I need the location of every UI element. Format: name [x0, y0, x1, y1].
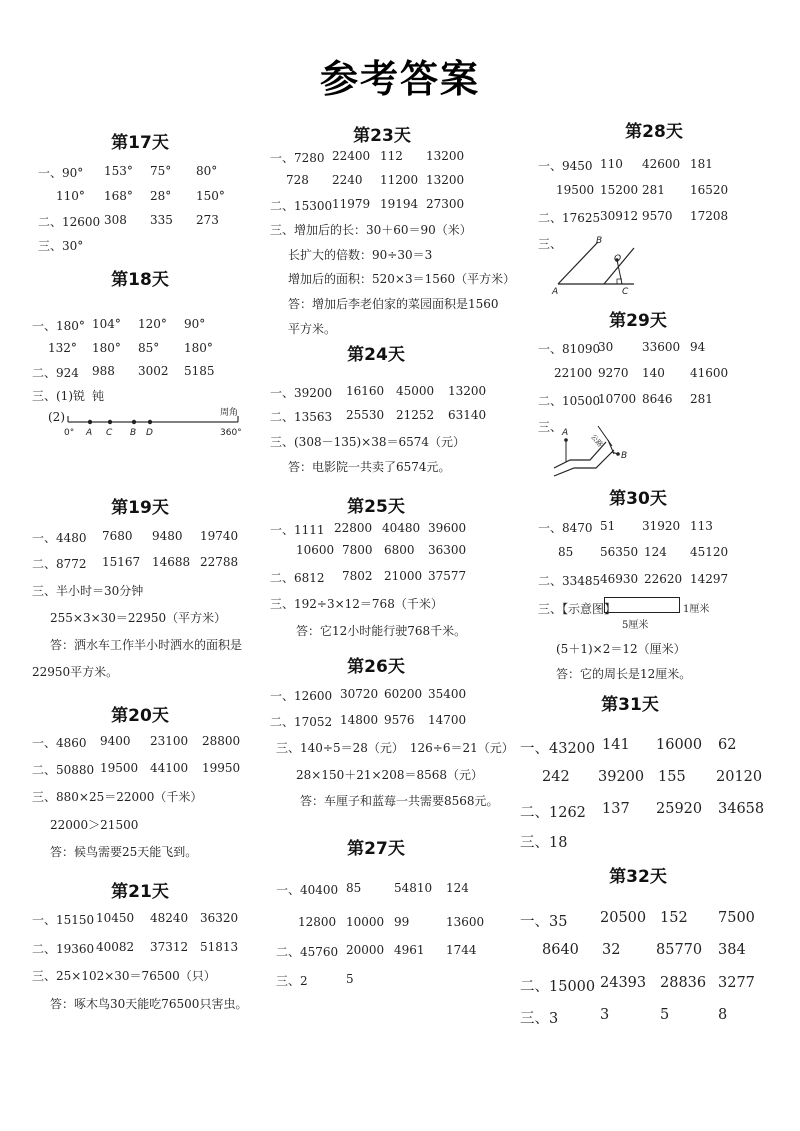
road-figure	[552, 420, 632, 478]
answer-cell: 39200	[598, 769, 645, 785]
answer-cell: 28800	[202, 734, 241, 748]
answer-cell: 40082	[96, 940, 135, 954]
answer-cell: 20000	[346, 943, 385, 957]
answer-cell: 7680	[102, 529, 133, 543]
answer-cell: 281	[642, 183, 665, 197]
parallel-lines-figure	[550, 234, 640, 296]
answer-cell: 二、8772	[32, 557, 87, 571]
answer-cell: 51	[600, 519, 616, 533]
answer-cell: 60200	[384, 687, 423, 701]
day19-row4: 255×3×30＝22950（平方米）	[50, 611, 227, 625]
answer-cell: 一、43200	[520, 741, 596, 757]
answer-cell: 13200	[426, 173, 465, 187]
answer-cell: 62	[718, 737, 737, 753]
day28-title: 第28天	[625, 122, 683, 142]
day29-title: 第29天	[609, 311, 667, 331]
answer-cell: 48240	[150, 911, 189, 925]
day24-title: 第24天	[347, 345, 405, 365]
day25-row4: 三、192÷3×12＝768（千米）	[270, 597, 443, 611]
answer-cell: 155	[658, 769, 686, 785]
answer-cell: 14688	[152, 555, 191, 569]
answer-cell: 120°	[138, 317, 167, 331]
day20-row4: 22000＞21500	[50, 818, 139, 832]
answer-cell: 一、90°	[38, 166, 84, 180]
answer-cell: 308	[104, 213, 127, 227]
answer-cell: 二、10500	[538, 394, 601, 408]
answer-cell: 3	[600, 1007, 610, 1023]
answer-cell: 11979	[332, 197, 371, 211]
answer-cell: 19500	[556, 183, 595, 197]
answer-cell: 9400	[100, 734, 131, 748]
answer-cell: 30	[598, 340, 614, 354]
answer-cell: 25530	[346, 408, 385, 422]
answer-cell: 9576	[384, 713, 415, 727]
answer-cell: 一、4480	[32, 531, 87, 545]
answer-cell: 3277	[718, 975, 755, 991]
answer-cell: 90°	[184, 317, 206, 331]
day18-title: 第18天	[111, 270, 169, 290]
day32-title: 第32天	[609, 867, 667, 887]
answer-cell: 33600	[642, 340, 681, 354]
answer-cell: 9480	[152, 529, 183, 543]
day23-row5: 长扩大的倍数：90÷30＝3	[288, 248, 433, 262]
answer-cell: 15200	[600, 183, 639, 197]
answer-cell: 132°	[48, 341, 77, 355]
answer-cell: 19740	[200, 529, 239, 543]
day17-title: 第17天	[111, 133, 169, 153]
answer-cell: 10450	[96, 911, 135, 925]
answer-cell: 273	[196, 213, 219, 227]
day30-row6: 答：它的周长是12厘米。	[556, 667, 692, 681]
answer-cell: 一、8470	[538, 521, 593, 535]
day30-row4: 三、【示意图】	[538, 602, 617, 616]
answer-cell: 11200	[380, 173, 419, 187]
day29-row4: 三、	[538, 420, 563, 434]
day23-row8: 平方米。	[288, 322, 337, 336]
day21-row4: 答：啄木鸟30天能吃76500只害虫。	[50, 997, 248, 1011]
answer-cell: 728	[286, 173, 309, 187]
answer-cell: 104°	[92, 317, 121, 331]
answer-cell: 8646	[642, 392, 673, 406]
answer-cell: 85770	[656, 942, 703, 958]
answer-cell: 242	[542, 769, 570, 785]
label-o: O	[614, 254, 622, 264]
answer-cell: 36300	[428, 543, 467, 557]
label-a: A	[562, 428, 569, 438]
answer-cell: 三、2	[276, 974, 308, 988]
axis-start: 0°	[64, 428, 75, 438]
label-a: A	[552, 287, 559, 296]
answer-cell: 二、19360	[32, 942, 95, 956]
answer-cell: 22100	[554, 366, 593, 380]
answer-cell: 8	[718, 1007, 728, 1023]
day17-row4: 三、30°	[38, 239, 84, 253]
day27-title: 第27天	[347, 839, 405, 859]
answer-cell: 8640	[542, 942, 579, 958]
day23-title: 第23天	[353, 126, 411, 146]
answer-cell: 一、4860	[32, 736, 87, 750]
answer-cell: 37577	[428, 569, 467, 583]
answer-cell: 24393	[600, 975, 647, 991]
answer-cell: 2240	[332, 173, 363, 187]
day26-row4: 28×150＋21×208＝8568（元）	[296, 768, 483, 782]
rectangle-sketch	[604, 597, 680, 613]
answer-cell: 16520	[690, 183, 729, 197]
answer-cell: 988	[92, 364, 115, 378]
answer-cell: 13600	[446, 915, 485, 929]
answer-cell: 二、1262	[520, 805, 586, 821]
label-b: B	[621, 451, 628, 461]
day19-row6: 22950平方米。	[32, 665, 119, 679]
day25-row5: 答：它12小时能行驶768千米。	[296, 624, 467, 638]
answer-cell: 13200	[426, 149, 465, 163]
answer-cell: 二、12600	[38, 215, 101, 229]
answer-cell: 二、50880	[32, 763, 95, 777]
label-c: C	[622, 287, 629, 296]
day21-title: 第21天	[111, 882, 169, 902]
answer-cell: 19500	[100, 761, 139, 775]
answer-cell: 22620	[644, 572, 683, 586]
answer-cell: 94	[690, 340, 706, 354]
answer-cell: 25920	[656, 801, 703, 817]
day23-row7: 答：增加后李老伯家的菜园面积是1560	[288, 297, 499, 311]
day20-row5: 答：候鸟需要25天能飞到。	[50, 845, 198, 859]
answer-cell: 31920	[642, 519, 681, 533]
answer-cell: 141	[602, 737, 630, 753]
answer-cell: 37312	[150, 940, 189, 954]
answer-cell: 45000	[396, 384, 435, 398]
day24-row3: 三、(308－135)×38＝6574（元）	[270, 435, 466, 449]
answer-cell: 124	[644, 545, 667, 559]
answer-cell: 二、17625	[538, 211, 601, 225]
answer-cell: 二、15300	[270, 199, 333, 213]
answer-cell: 钝	[92, 389, 105, 403]
answer-cell: 4961	[394, 943, 425, 957]
answer-cell: 181	[690, 157, 713, 171]
axis-end-label: 周角	[220, 408, 239, 418]
answer-cell: 10700	[598, 392, 637, 406]
point-a: A	[86, 428, 93, 438]
answer-cell: 22800	[334, 521, 373, 535]
day31-title: 第31天	[601, 695, 659, 715]
answer-cell: 36320	[200, 911, 239, 925]
answer-cell: 180°	[184, 341, 213, 355]
answer-cell: 16000	[656, 737, 703, 753]
day30-row5: (5＋1)×2＝12（厘米）	[556, 642, 686, 656]
answer-cell: 5185	[184, 364, 215, 378]
answer-cell: 34658	[718, 801, 765, 817]
answer-cell: 20120	[716, 769, 763, 785]
answer-cell: 335	[150, 213, 173, 227]
answer-cell: 16160	[346, 384, 385, 398]
answer-cell: 281	[690, 392, 713, 406]
answer-cell: 一、1111	[270, 523, 325, 537]
answer-cell: 110°	[56, 189, 85, 203]
answer-cell: 1744	[446, 943, 477, 957]
answer-cell: 46930	[600, 572, 639, 586]
answer-cell: 137	[602, 801, 630, 817]
day21-row3: 三、25×102×30＝76500（只）	[32, 969, 216, 983]
answer-cell: 28836	[660, 975, 707, 991]
answer-cell: 二、17052	[270, 715, 333, 729]
answer-cell: 32	[602, 942, 621, 958]
answer-cell: 27300	[426, 197, 465, 211]
day30-title: 第30天	[609, 489, 667, 509]
answer-cell: 180°	[92, 341, 121, 355]
answer-cell: 二、15000	[520, 979, 596, 995]
answer-cell: 85°	[138, 341, 160, 355]
answer-cell: 41600	[690, 366, 729, 380]
answer-cell: 14800	[340, 713, 379, 727]
answer-cell: 63140	[448, 408, 487, 422]
answer-cell: 二、45760	[276, 945, 339, 959]
answer-cell: 153°	[104, 164, 133, 178]
answer-cell: 一、40400	[276, 883, 339, 897]
answer-cell: 54810	[394, 881, 433, 895]
answer-cell: 7802	[342, 569, 373, 583]
answer-cell: 20500	[600, 910, 647, 926]
answer-cell: 75°	[150, 164, 172, 178]
answer-cell: 51813	[200, 940, 239, 954]
point-b: B	[130, 428, 137, 438]
answer-cell: 17208	[690, 209, 729, 223]
answer-cell: 40480	[382, 521, 421, 535]
answer-cell: 168°	[104, 189, 133, 203]
answer-cell: 三、3	[520, 1011, 559, 1027]
day28-row4: 三、	[538, 237, 563, 251]
answer-cell: 二、6812	[270, 571, 325, 585]
answer-cell: 124	[446, 881, 469, 895]
answer-cell: 二、13563	[270, 410, 333, 424]
answer-cell: 15167	[102, 555, 141, 569]
answer-cell: 110	[600, 157, 623, 171]
page-title: 参考答案	[319, 57, 480, 101]
answer-cell: 14297	[690, 572, 729, 586]
axis-end: 360°	[220, 428, 242, 438]
day23-row6: 增加后的面积：520×3＝1560（平方米）	[288, 272, 516, 286]
answer-cell: 42600	[642, 157, 681, 171]
answer-cell: 384	[718, 942, 746, 958]
answer-cell: 113	[690, 519, 713, 533]
angle-number-line	[60, 404, 250, 440]
day25-title: 第25天	[347, 497, 405, 517]
answer-cell: 10000	[346, 915, 385, 929]
answer-cell: 一、180°	[32, 319, 85, 333]
answer-cell: 一、15150	[32, 913, 95, 927]
day26-row3: 三、140÷5＝28（元） 126÷6＝21（元）	[276, 741, 514, 755]
answer-cell: 7500	[718, 910, 755, 926]
answer-cell: 28°	[150, 189, 172, 203]
answer-cell: 23100	[150, 734, 189, 748]
day24-row4: 答：电影院一共卖了6574元。	[288, 460, 451, 474]
answer-cell: 一、39200	[270, 386, 333, 400]
answer-cell: 19950	[202, 761, 241, 775]
answer-cell: 一、12600	[270, 689, 333, 703]
answer-cell: 5	[660, 1007, 670, 1023]
road-label: 公路	[589, 432, 605, 449]
answer-cell: 7800	[342, 543, 373, 557]
answer-cell: 9270	[598, 366, 629, 380]
answer-cell: 21252	[396, 408, 435, 422]
answer-cell: 10600	[296, 543, 335, 557]
answer-cell: 一、9450	[538, 159, 593, 173]
day20-row3: 三、880×25＝22000（千米）	[32, 790, 203, 804]
answer-cell: 80°	[196, 164, 218, 178]
answer-cell: 二、924	[32, 366, 79, 380]
answer-cell: 85	[558, 545, 574, 559]
answer-cell: 6800	[384, 543, 415, 557]
day19-row3: 三、半小时＝30分钟	[32, 584, 144, 598]
label-b: B	[596, 236, 603, 246]
day31-row4: 三、18	[520, 835, 568, 851]
answer-cell: 44100	[150, 761, 189, 775]
answer-cell: 30912	[600, 209, 639, 223]
answer-cell: 14700	[428, 713, 467, 727]
answer-cell: 3002	[138, 364, 169, 378]
answer-cell: 85	[346, 881, 362, 895]
answer-cell: 56350	[600, 545, 639, 559]
answer-cell: 39600	[428, 521, 467, 535]
answer-cell: 一、7280	[270, 151, 325, 165]
answer-cell: 9570	[642, 209, 673, 223]
answer-cell: 12800	[298, 915, 337, 929]
day19-row5: 答：洒水车工作半小时洒水的面积是	[50, 638, 243, 652]
day18-row5: (2)	[48, 410, 65, 424]
answer-cell: 35400	[428, 687, 467, 701]
answer-cell: 22788	[200, 555, 239, 569]
rect-height-label: 1厘米	[683, 604, 710, 615]
answer-cell: 140	[642, 366, 665, 380]
answer-cell: 150°	[196, 189, 225, 203]
answer-cell: 22400	[332, 149, 371, 163]
answer-cell: 一、81090	[538, 342, 601, 356]
answer-cell: 45120	[690, 545, 729, 559]
point-d: D	[146, 428, 153, 438]
answer-cell: 一、35	[520, 914, 568, 930]
answer-cell: 112	[380, 149, 403, 163]
day20-title: 第20天	[111, 706, 169, 726]
day26-title: 第26天	[347, 657, 405, 677]
rect-width-label: 5厘米	[622, 620, 649, 631]
answer-cell: 99	[394, 915, 410, 929]
answer-cell: 152	[660, 910, 688, 926]
answer-cell: 二、33485	[538, 574, 601, 588]
day23-row4: 三、增加后的长：30＋60＝90（米）	[270, 223, 472, 237]
answer-cell: 30720	[340, 687, 379, 701]
day19-title: 第19天	[111, 498, 169, 518]
answer-cell: 三、(1)锐	[32, 389, 85, 403]
answer-cell: 19194	[380, 197, 419, 211]
point-c: C	[106, 428, 113, 438]
answer-cell: 21000	[384, 569, 423, 583]
answer-cell: 5	[346, 972, 354, 986]
day26-row5: 答：车厘子和蓝莓一共需要8568元。	[300, 794, 499, 808]
answer-cell: 13200	[448, 384, 487, 398]
